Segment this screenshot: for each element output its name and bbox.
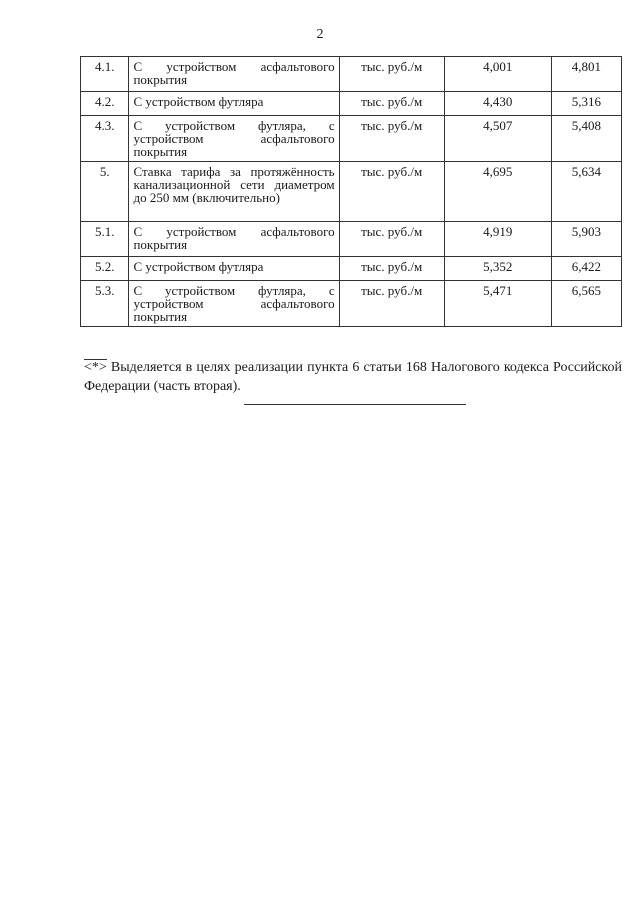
row-number: 5.1.	[81, 222, 129, 257]
row-unit: тыс. руб./м	[339, 222, 444, 257]
row-value-1: 4,695	[444, 162, 551, 222]
table-row	[81, 92, 622, 116]
row-name: Ставка тарифа за протяжённость канализационной сети диаметром до 250 мм (включительно)	[129, 162, 339, 222]
row-name: С устройством асфальтового покрытия	[129, 222, 339, 257]
table-row	[81, 162, 622, 222]
footnote	[84, 358, 622, 396]
tariff-table-body	[81, 57, 622, 327]
end-of-document-line	[244, 404, 466, 405]
row-value-1: 4,430	[444, 92, 551, 116]
row-value-1: 5,471	[444, 281, 551, 327]
row-unit: тыс. руб./м	[339, 57, 444, 92]
row-number: 5.2.	[81, 257, 129, 281]
row-unit: тыс. руб./м	[339, 257, 444, 281]
row-value-1: 4,001	[444, 57, 551, 92]
row-value-2: 6,422	[551, 257, 621, 281]
row-value-1: 5,352	[444, 257, 551, 281]
row-value-1: 4,919	[444, 222, 551, 257]
tariff-table	[80, 56, 622, 327]
row-value-1: 4,507	[444, 116, 551, 162]
row-number: 4.3.	[81, 116, 129, 162]
row-name: С устройством футляра, с устройством асфальтового покрытия	[129, 281, 339, 327]
table-row	[81, 257, 622, 281]
row-value-2: 5,903	[551, 222, 621, 257]
row-value-2: 5,316	[551, 92, 621, 116]
row-value-2: 4,801	[551, 57, 621, 92]
row-unit: тыс. руб./м	[339, 92, 444, 116]
footnote-mark: <*>	[84, 360, 107, 375]
row-number: 4.2.	[81, 92, 129, 116]
row-unit: тыс. руб./м	[339, 281, 444, 327]
row-value-2: 5,408	[551, 116, 621, 162]
row-value-2: 6,565	[551, 281, 621, 327]
row-name: С устройством асфальтового покрытия	[129, 57, 339, 92]
row-unit: тыс. руб./м	[339, 116, 444, 162]
row-unit: тыс. руб./м	[339, 162, 444, 222]
row-name: С устройством футляра	[129, 257, 339, 281]
table-row	[81, 57, 622, 92]
row-name: С устройством футляра, с устройством асфальтового покрытия	[129, 116, 339, 162]
footnote-text: Выделяется в целях реализации пункта 6 статьи 168 Налогового кодекса Российской Федерации (часть вторая).	[84, 360, 623, 394]
row-number: 5.	[81, 162, 129, 222]
table-row	[81, 281, 622, 327]
table-row	[81, 116, 622, 162]
page-number: 2	[316, 27, 324, 42]
row-number: 4.1.	[81, 57, 129, 92]
row-number: 5.3.	[81, 281, 129, 327]
row-value-2: 5,634	[551, 162, 621, 222]
row-name: С устройством футляра	[129, 92, 339, 116]
table-row	[81, 222, 622, 257]
